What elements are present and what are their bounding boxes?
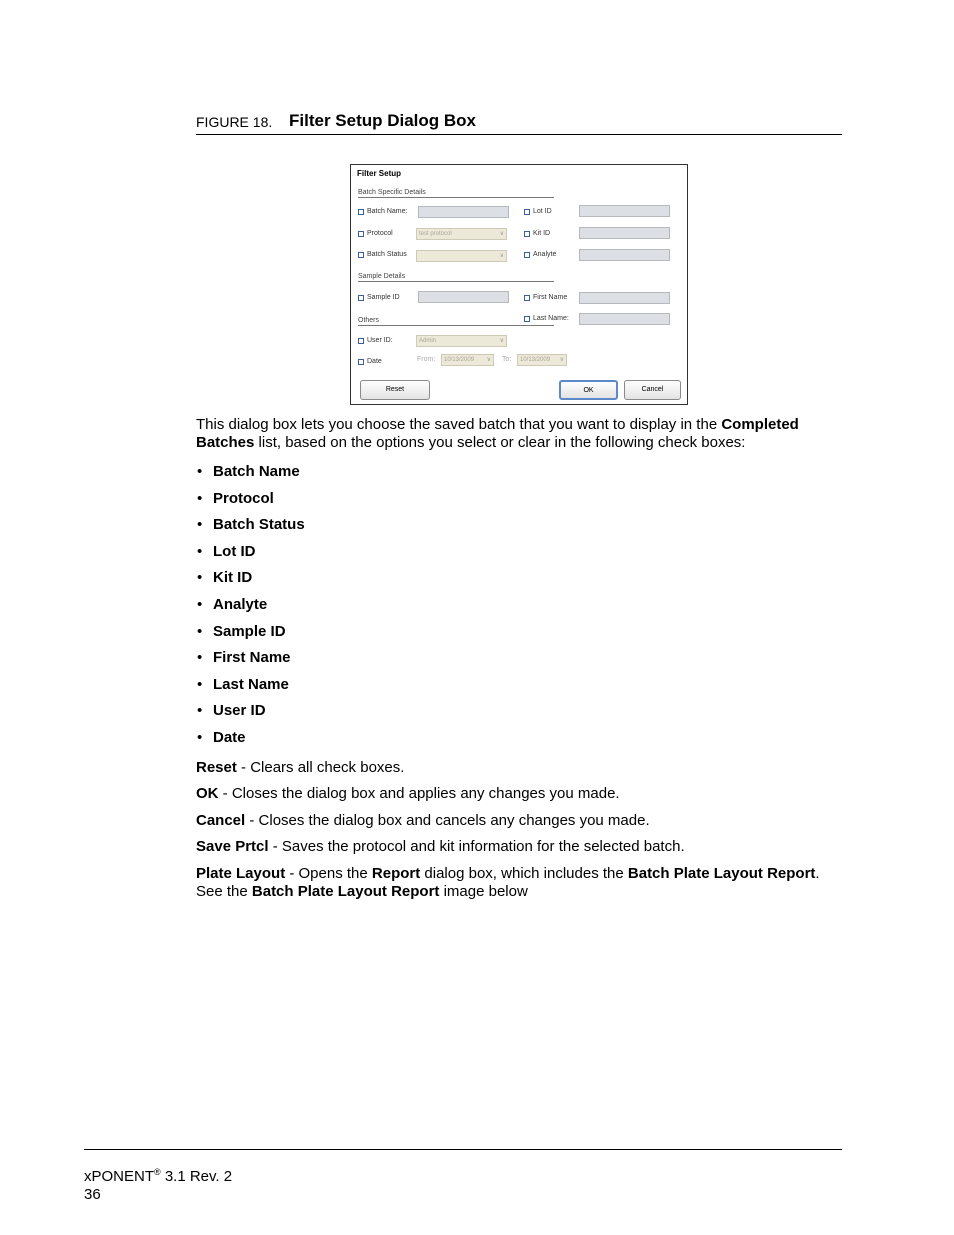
sample-id-checkbox[interactable] (358, 294, 400, 301)
checkbox-box[interactable] (524, 295, 530, 301)
page-number: 36 (84, 1186, 101, 1203)
last-name-label: Last Name: (533, 315, 569, 322)
protocol-select[interactable] (416, 228, 507, 240)
section-batch-details: Batch Specific Details (358, 189, 554, 198)
figure-caption (196, 111, 842, 135)
desc-save-prtcl: - Saves the protocol and kit information for the selected batch. (268, 838, 685, 855)
to-date-value: 10/13/2009 (520, 357, 551, 363)
analyte-label: Analyte (533, 251, 557, 258)
section-sample-details: Sample Details (358, 273, 554, 282)
section-others: Others (358, 317, 554, 326)
chevron-down-icon: ∨ (499, 231, 504, 237)
chevron-down-icon: ∨ (499, 253, 504, 259)
date-checkbox[interactable] (358, 358, 382, 365)
list-item: • Last Name (196, 676, 305, 703)
kit-id-checkbox[interactable] (524, 230, 550, 237)
analyte-field[interactable] (579, 249, 670, 261)
first-name-field[interactable] (579, 292, 670, 304)
from-date-value: 10/13/2009 (444, 357, 475, 363)
to-date-select[interactable] (517, 354, 567, 366)
reset-button[interactable]: Reset (360, 380, 430, 400)
from-label: From: (417, 356, 436, 363)
page-footer (84, 1163, 232, 1204)
protocol-checkbox[interactable] (358, 230, 393, 237)
cancel-button[interactable]: Cancel (624, 380, 681, 400)
chevron-down-icon: ∨ (559, 357, 564, 363)
intro-paragraph (196, 416, 836, 452)
last-name-field[interactable] (579, 313, 670, 325)
kit-id-field[interactable] (579, 227, 670, 239)
batch-status-checkbox[interactable] (358, 251, 407, 258)
checkbox-box[interactable] (524, 316, 530, 322)
first-name-checkbox[interactable] (524, 294, 567, 301)
filter-setup-dialog (350, 164, 688, 405)
term-reset: Reset (196, 759, 237, 776)
protocol-value: test protocol (419, 231, 452, 237)
dialog-title: Filter Setup (357, 169, 402, 178)
checkbox-box[interactable] (358, 209, 364, 215)
desc-cancel: - Closes the dialog box and cancels any changes you made. (245, 812, 650, 829)
definition-ok (196, 785, 836, 803)
batch-name-label: Batch Name: (367, 208, 408, 215)
intro-bold-completed-batches: Completed Batches (196, 416, 799, 451)
checkbox-box[interactable] (524, 209, 530, 215)
footer-divider (84, 1149, 842, 1150)
figure-number: FIGURE 18. (196, 114, 273, 130)
chevron-down-icon: ∨ (486, 357, 491, 363)
checkbox-list (196, 463, 305, 756)
to-label: To: (502, 356, 512, 363)
protocol-label: Protocol (367, 230, 393, 237)
sample-id-label: Sample ID (367, 294, 400, 301)
footer-product (84, 1163, 232, 1186)
first-name-label: First Name (533, 294, 568, 301)
desc-ok: - Closes the dialog box and applies any changes you made. (218, 785, 620, 802)
checkbox-box[interactable] (358, 338, 364, 344)
definition-save-prtcl (196, 838, 836, 856)
checkbox-box[interactable] (358, 252, 364, 258)
checkbox-box[interactable] (358, 231, 364, 237)
list-item: • Analyte (196, 596, 305, 623)
date-label: Date (367, 358, 382, 365)
list-item: • Batch Name (196, 463, 305, 490)
figure-title: Filter Setup Dialog Box (289, 111, 477, 130)
batch-status-select[interactable] (416, 250, 507, 262)
last-name-checkbox[interactable] (524, 315, 569, 322)
list-item: • User ID (196, 702, 305, 729)
batch-name-field[interactable] (418, 206, 509, 218)
intro-text-1: This dialog box lets you choose the saved batch that you want to display in the (196, 416, 722, 433)
sample-id-field[interactable] (418, 291, 509, 303)
lot-id-field[interactable] (579, 205, 670, 217)
plate-text-2: dialog box, which includes the (420, 865, 628, 882)
term-ok: OK (196, 785, 219, 802)
list-item: • Sample ID (196, 623, 305, 650)
definition-cancel (196, 812, 836, 830)
chevron-down-icon: ∨ (499, 338, 504, 344)
lot-id-checkbox[interactable] (524, 208, 552, 215)
product-name: xPONENT (84, 1168, 155, 1185)
definition-plate-layout (196, 865, 836, 901)
kit-id-label: Kit ID (533, 230, 551, 237)
batch-status-label: Batch Status (367, 251, 407, 258)
list-item: • Date (196, 729, 305, 756)
plate-bold-batch-plate-layout-report: Batch Plate Layout Report (627, 865, 816, 882)
plate-text-4: image below (439, 883, 528, 900)
plate-bold-batch-plate-layout-report-2: Batch Plate Layout Report (251, 883, 440, 900)
list-item: • First Name (196, 649, 305, 676)
ok-button[interactable]: OK (559, 380, 618, 400)
definition-reset (196, 759, 836, 777)
checkbox-box[interactable] (358, 359, 364, 365)
lot-id-label: Lot ID (533, 208, 552, 215)
user-id-checkbox[interactable] (358, 337, 393, 344)
plate-text-1: - Opens the (285, 865, 372, 882)
checkbox-box[interactable] (524, 252, 530, 258)
term-plate-layout: Plate Layout (196, 865, 286, 882)
user-id-label: User ID: (367, 337, 393, 344)
plate-bold-report: Report (371, 865, 421, 882)
batch-name-checkbox[interactable] (358, 208, 407, 215)
checkbox-box[interactable] (524, 231, 530, 237)
term-cancel: Cancel (196, 812, 246, 829)
checkbox-box[interactable] (358, 295, 364, 301)
intro-text-2: list, based on the options you select or clear in the following check boxes: (254, 434, 746, 451)
term-save-prtcl: Save Prtcl (196, 838, 269, 855)
plate-text-3: . See the (196, 865, 820, 900)
list-item: • Batch Status (196, 516, 305, 543)
list-item: • Protocol (196, 490, 305, 517)
from-date-select[interactable] (441, 354, 494, 366)
desc-reset: - Clears all check boxes. (236, 759, 405, 776)
product-version: 3.1 Rev. 2 (160, 1168, 233, 1185)
registered-mark: ® (154, 1167, 161, 1177)
analyte-checkbox[interactable] (524, 251, 556, 258)
user-id-select[interactable] (416, 335, 507, 347)
user-id-value: Admin (419, 338, 437, 344)
list-item: • Kit ID (196, 569, 305, 596)
list-item: • Lot ID (196, 543, 305, 570)
